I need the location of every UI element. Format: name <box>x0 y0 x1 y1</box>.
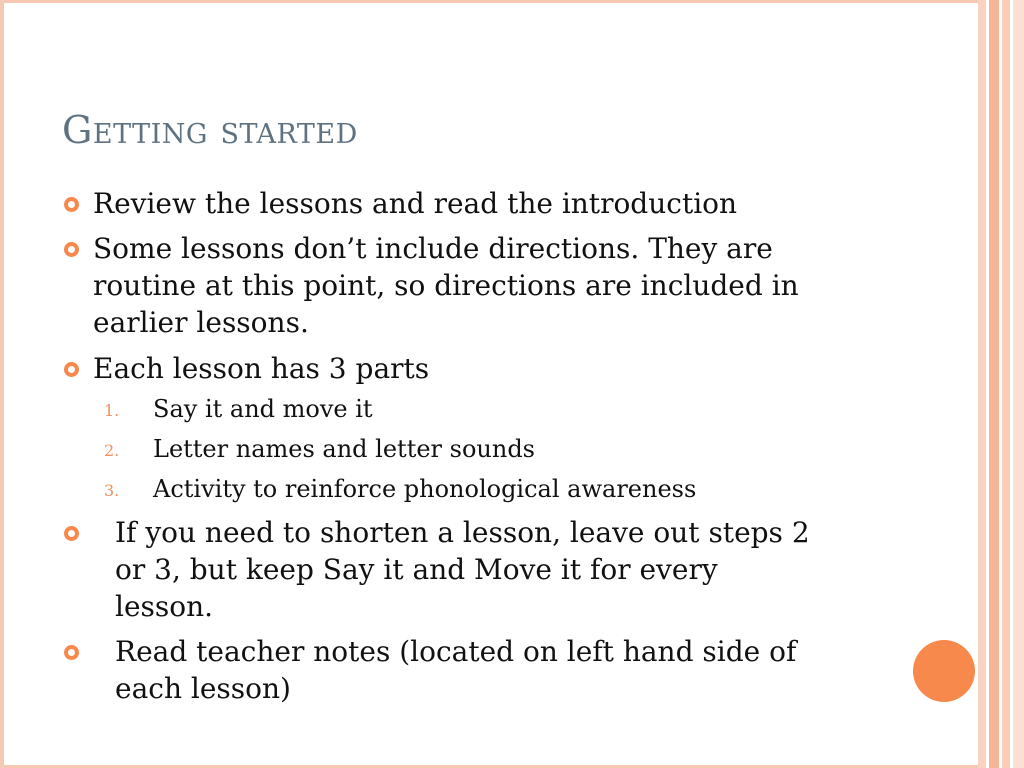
sub-item-number: 2. <box>104 441 120 460</box>
sub-item-text: Say it and move it <box>153 395 373 423</box>
bullet-line: each lesson) <box>115 672 291 705</box>
sub-item-text: Letter names and letter sounds <box>153 435 535 463</box>
bullet-icon <box>64 242 79 257</box>
bullet-line: Read teacher notes (located on left hand side of <box>115 635 797 668</box>
bullet-line: earlier lessons. <box>93 306 309 339</box>
sub-item-text: Activity to reinforce phonological awareness <box>153 475 697 503</box>
bullet-line: Some lessons don’t include directions. They are <box>93 232 773 265</box>
stripe <box>978 0 986 768</box>
stripe <box>989 0 999 768</box>
bullet-line: or 3, but keep Say it and Move it for every <box>115 553 718 586</box>
bullet-icon <box>64 526 79 541</box>
slide-top-border <box>0 0 1024 3</box>
bullet-line: If you need to shorten a lesson, leave out steps 2 <box>115 516 810 549</box>
bullet-icon <box>64 362 79 377</box>
stripe <box>1013 0 1024 768</box>
bullet-line: lesson. <box>115 590 214 623</box>
orange-circle-decoration <box>913 640 975 702</box>
stripe <box>1002 0 1010 768</box>
bullet-line: routine at this point, so directions are included in <box>93 269 799 302</box>
sub-item-number: 3. <box>104 481 120 500</box>
bullet-item <box>64 350 429 387</box>
bullet-icon <box>64 645 79 660</box>
slide-title: Getting started <box>62 108 358 152</box>
bullet-line: Review the lessons and read the introduction <box>93 187 738 220</box>
sub-item-number: 1. <box>104 401 120 420</box>
slide-left-border <box>0 0 4 768</box>
bullet-item <box>64 514 810 625</box>
bullet-line: Each lesson has 3 parts <box>93 352 430 385</box>
decorative-right-stripes <box>978 0 1024 768</box>
bullet-item <box>64 633 796 707</box>
bullet-item <box>64 185 737 222</box>
bullet-icon <box>64 197 79 212</box>
bullet-item <box>64 230 799 341</box>
